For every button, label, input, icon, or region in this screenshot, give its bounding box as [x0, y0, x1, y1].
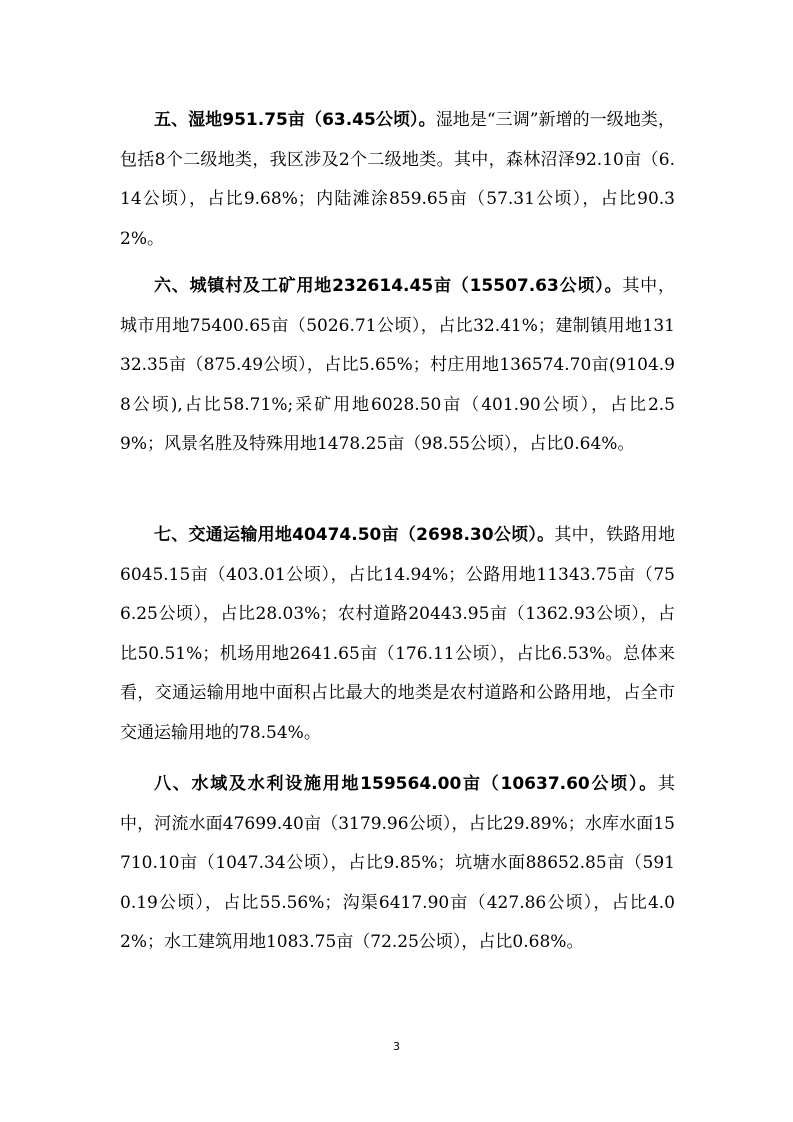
section-urban-mining-body: 其中，城市用地75400.65亩（5026.71公顷），占比32.41%；建制镇用地13132.35亩（875.49公顷），占比5.65%；村庄用地136574.70亩(9104.98公顷),占比58.71%;采矿用地6028.50亩（401.90公顷），占比2.59%；风景名胜及特殊用地1478.25亩（98.55公顷），占比0.64%。	[120, 276, 675, 455]
section-wetland-heading: 五、湿地951.75亩（63.45公顷）。	[154, 110, 436, 130]
section-wetland-paragraph	[120, 101, 675, 259]
section-transport-heading: 七、交通运输用地40474.50亩（2698.30公顷）。	[154, 525, 555, 545]
section-urban-mining-heading: 六、城镇村及工矿用地232614.45亩（15507.63公顷）。	[154, 276, 623, 296]
section-wetland-body: 湿地是“三调”新增的一级地类，包括8个二级地类，我区涉及2个二级地类。其中，森林沼泽92.10亩（6.14公顷），占比9.68%；内陆滩涂859.65亩（57.31公顷），占比90.32%。	[120, 110, 676, 249]
section-transport-paragraph	[120, 516, 675, 754]
section-transport-body: 其中，铁路用地6045.15亩（403.01公顷），占比14.94%；公路用地11343.75亩（756.25公顷），占比28.03%；农村道路20443.95亩（1362.93公顷），占比50.51%；机场用地2641.65亩（176.11公顷），占比6.53%。总体来看，交通运输用地中面积占比最大的地类是农村道路和公路用地，占全市交通运输用地的78.54%。	[120, 525, 676, 743]
section-water-body: 其中，河流水面47699.40亩（3179.96公顷），占比29.89%；水库水面15710.10亩（1047.34公顷），占比9.85%；坑塘水面88652.85亩（5910.19公顷），占比55.56%；沟渠6417.90亩（427.86公顷），占比4.02%；水工建筑用地1083.75亩（72.25公顷），占比0.68%。	[120, 774, 675, 953]
section-water-heading: 八、水域及水利设施用地159564.00亩（10637.60公顷）。	[154, 774, 658, 794]
section-water-paragraph	[120, 765, 675, 963]
section-urban-mining-paragraph	[120, 267, 675, 465]
page-number: 3	[393, 1040, 400, 1053]
